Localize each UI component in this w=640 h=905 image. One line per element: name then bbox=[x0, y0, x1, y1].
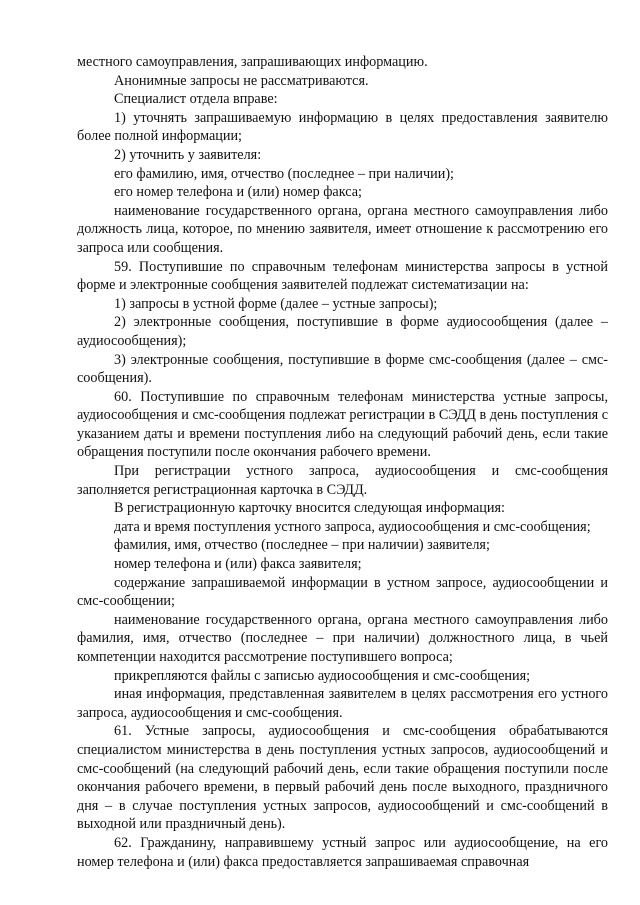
paragraph-1: Анонимные запросы не рассматриваются. bbox=[114, 72, 369, 89]
paragraph-22: 61. Устные запросы, аудиосообщения и смс-сообщения обрабатываются специалистом министерства в день поступления устных запросов, аудиосообщений и смс-сообщений (на следующий рабочий день, если такие обращения поступили после окончания рабочего времени, в первый рабочий день после выходного, праздничного дня – в случае поступления устных запросов, аудиосообщений и смс-сообщений в выходной или праздничный день). bbox=[77, 723, 608, 833]
paragraph-8: 59. Поступившие по справочным телефонам министерства запросы в устной форме и электронные сообщения заявителей подлежат систематизации на: bbox=[77, 258, 608, 294]
paragraph-14: В регистрационную карточку вносится следующая информация: bbox=[114, 500, 505, 517]
paragraph-20: прикрепляются файлы с записью аудиосообщения и смс-сообщения; bbox=[114, 667, 531, 684]
paragraph-18: содержание запрашиваемой информации в устном запросе, аудиосообщении и смс-сообщении; bbox=[77, 574, 608, 610]
paragraph-13: При регистрации устного запроса, аудиосообщения и смс-сообщения заполняется регистрационная карточка в СЭДД. bbox=[77, 463, 608, 498]
paragraph-4: 2) уточнить у заявителя: bbox=[114, 146, 262, 163]
paragraph-5: его фамилию, имя, отчество (последнее – при наличии); bbox=[114, 165, 454, 182]
paragraph-6: его номер телефона и (или) номер факса; bbox=[114, 184, 362, 201]
paragraph-10: 2) электронные сообщения, поступившие в форме аудиосообщения (далее – аудиосообщения); bbox=[77, 314, 608, 349]
paragraph-12: 60. Поступившие по справочным телефонам министерства устные запросы, аудиосообщения и смс-сообщения подлежат регистрации в СЭДД в день поступления с указанием даты и времени поступления либо на следующий рабочий день, если такие обращения поступили после окончания рабочего времени. bbox=[77, 388, 608, 461]
paragraph-15: дата и время поступления устного запроса, аудиосообщения и смс-сообщения; bbox=[114, 518, 591, 535]
paragraph-9: 1) запросы в устной форме (далее – устные запросы); bbox=[114, 295, 438, 312]
paragraph-3: 1) уточнять запрашиваемую информацию в целях предоставления заявителю более полной информации; bbox=[77, 109, 608, 145]
paragraph-2: Специалист отдела вправе: bbox=[114, 91, 278, 108]
paragraph-16: фамилия, имя, отчество (последнее – при наличии) заявителя; bbox=[114, 537, 490, 554]
paragraph-0: местного самоуправления, запрашивающих информацию. bbox=[77, 54, 428, 70]
paragraph-11: 3) электронные сообщения, поступившие в форме смс-сообщения (далее – смс-сообщения). bbox=[77, 351, 608, 387]
paragraph-21: иная информация, представленная заявителем в целях рассмотрения его устного запроса, аудиосообщения и смс-сообщения. bbox=[77, 686, 608, 721]
paragraph-17: номер телефона и (или) факса заявителя; bbox=[114, 556, 362, 573]
paragraph-7: наименование государственного органа, органа местного самоуправления либо должность лица, которое, по мнению заявителя, имеет отношение к рассмотрению его запроса или сообщения. bbox=[77, 202, 608, 256]
paragraph-23: 62. Гражданину, направившему устный запрос или аудиосообщение, на его номер телефона и (или) факса предоставляется запрашиваемая справочная bbox=[77, 834, 608, 870]
paragraph-19: наименование государственного органа, органа местного самоуправления либо фамилия, имя, отчество (последнее – при наличии) должностного лица, в чьей компетенции находится рассмотрение поступившего вопроса; bbox=[77, 611, 608, 665]
